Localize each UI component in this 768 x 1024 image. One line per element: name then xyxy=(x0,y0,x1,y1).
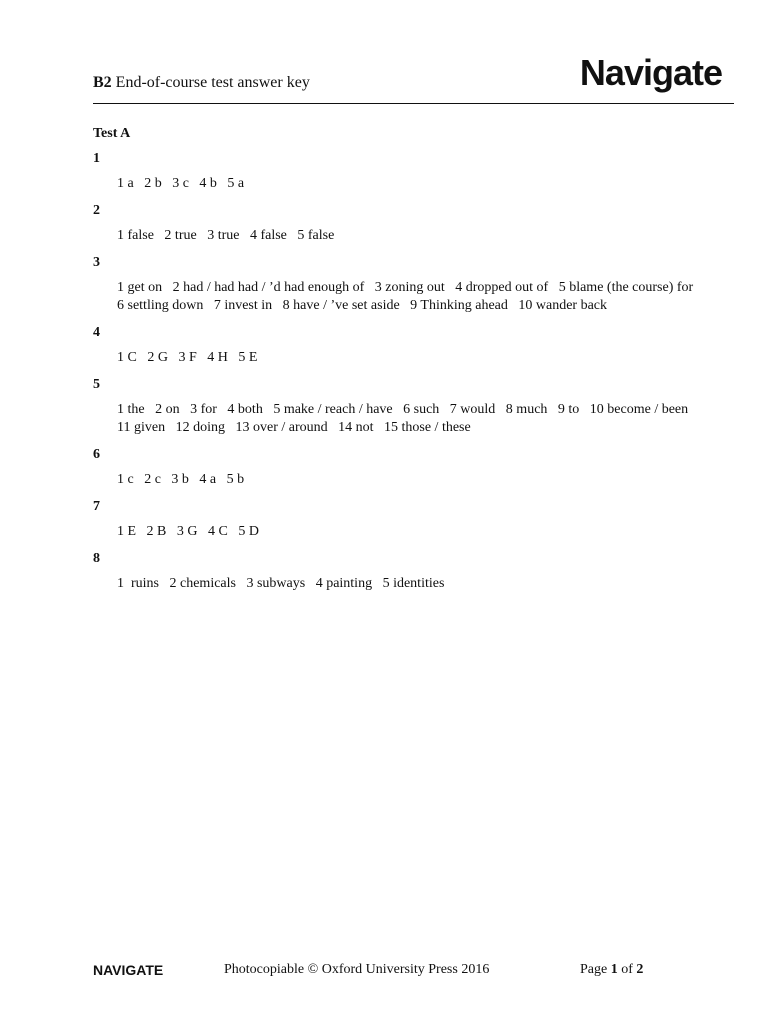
page-header xyxy=(93,52,734,104)
page-prefix: Page xyxy=(580,962,608,977)
answer-key-content xyxy=(93,124,733,601)
footer-copyright: Photocopiable © Oxford University Press 2016 xyxy=(224,962,490,977)
question-section xyxy=(93,201,733,245)
question-section xyxy=(93,445,733,489)
title-text: End-of-course test answer key xyxy=(115,74,310,91)
answer-list xyxy=(93,349,733,367)
answer-list xyxy=(93,575,733,593)
header-divider xyxy=(93,103,734,104)
answer-line: 1 get on 2 had / had had / ’d had enough of 3 zoning out 4 dropped out of 5 blame (the course) for xyxy=(117,280,694,295)
answer-line: 1 c 2 c 3 b 4 a 5 b xyxy=(117,472,245,487)
sections-list xyxy=(93,149,733,593)
answer-line: 1 ruins 2 chemicals 3 subways 4 painting 5 identities xyxy=(117,576,445,591)
answer-line: 11 given 12 doing 13 over / around 14 not 15 those / these xyxy=(117,420,471,435)
question-section xyxy=(93,497,733,541)
answer-list xyxy=(93,401,733,437)
document-title xyxy=(93,74,310,92)
question-number: 7 xyxy=(93,499,100,514)
answer-line: 1 the 2 on 3 for 4 both 5 make / reach / have 6 such 7 would 8 much 9 to 10 become / been xyxy=(117,402,689,417)
page-number xyxy=(580,962,643,978)
brand-logo: Navigate xyxy=(579,52,722,93)
question-section xyxy=(93,323,733,367)
test-heading: Test A xyxy=(93,126,131,141)
answer-line: 1 a 2 b 3 c 4 b 5 a xyxy=(117,176,245,191)
question-section xyxy=(93,549,733,593)
question-number: 5 xyxy=(93,377,100,392)
answer-line: 1 E 2 B 3 G 4 C 5 D xyxy=(117,524,259,539)
question-number: 2 xyxy=(93,203,100,218)
question-number: 6 xyxy=(93,447,100,462)
answer-list xyxy=(93,471,733,489)
question-number: 4 xyxy=(93,325,100,340)
question-section xyxy=(93,253,733,315)
answer-list xyxy=(93,227,733,245)
question-number: 3 xyxy=(93,255,100,270)
answer-line: 1 C 2 G 3 F 4 H 5 E xyxy=(117,350,258,365)
page-footer xyxy=(93,962,733,982)
question-number: 1 xyxy=(93,151,100,166)
page-total: 2 xyxy=(636,962,644,977)
answer-line: 1 false 2 true 3 true 4 false 5 false xyxy=(117,228,335,243)
question-number: 8 xyxy=(93,551,100,566)
page-of: of xyxy=(621,962,633,977)
answer-list xyxy=(93,279,733,315)
answer-list xyxy=(93,523,733,541)
question-section xyxy=(93,375,733,437)
answer-list xyxy=(93,175,733,193)
question-section xyxy=(93,149,733,193)
page-current: 1 xyxy=(610,962,618,977)
level-label: B2 xyxy=(93,74,112,91)
footer-brand: NAVIGATE xyxy=(93,962,164,978)
answer-line: 6 settling down 7 invest in 8 have / ’ve set aside 9 Thinking ahead 10 wander back xyxy=(117,298,608,313)
